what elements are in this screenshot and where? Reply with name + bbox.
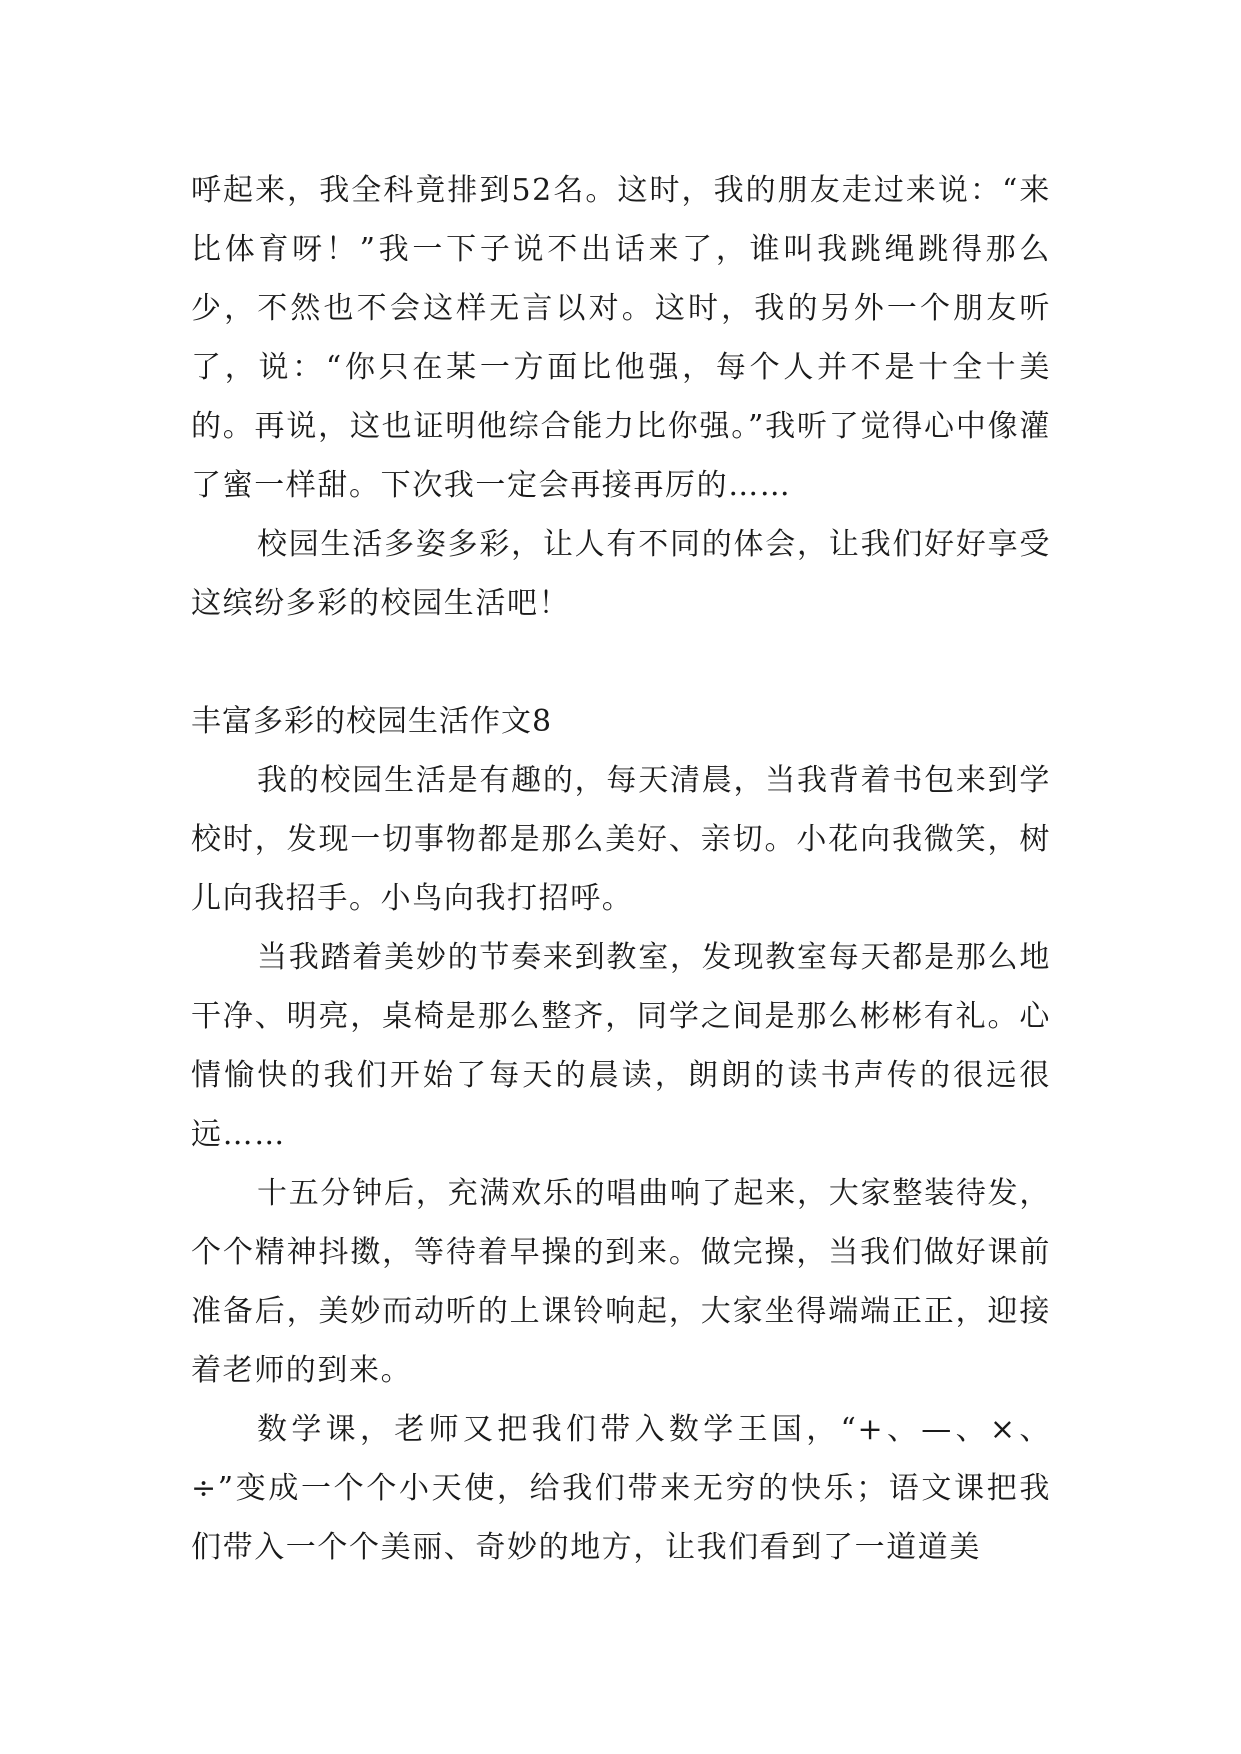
section-spacer xyxy=(191,633,1051,692)
paragraph-classroom: 当我踏着美妙的节奏来到教室，发现教室每天都是那么地干净、明亮，桌椅是那么整齐，同学之间是那么彬彬有礼。心情愉快的我们开始了每天的晨读，朗朗的读书声传的很远很远…… xyxy=(191,940,1051,1152)
paragraph-lessons: 数学课，老师又把我们带入数学王国，“+、—、×、÷”变成一个个小天使，给我们带来无穷的快乐；语文课把我们带入一个个美丽、奇妙的地方，让我们看到了一道道美 xyxy=(191,1412,1051,1565)
paragraph-exercise: 十五分钟后，充满欢乐的唱曲响了起来，大家整装待发，个个精神抖擞，等待着早操的到来。做完操，当我们做好课前准备后，美妙而动听的上课铃响起，大家坐得端端正正，迎接着老师的到来。 xyxy=(191,1176,1051,1388)
section-title: 丰富多彩的校园生活作文8 xyxy=(191,704,553,739)
paragraph-continuation: 呼起来，我全科竟排到52名。这时，我的朋友走过来说：“来比体育呀！”我一下子说不出话来了，谁叫我跳绳跳得那么少，不然也不会这样无言以对。这时，我的另外一个朋友听了，说：“你只在某一方面比他强，每个人并不是十全十美的。再说，这也证明他综合能力比你强。”我听了觉得心中像灌了蜜一样甜。下次我一定会再接再厉的…… xyxy=(191,173,1051,503)
paragraph-morning: 我的校园生活是有趣的，每天清晨，当我背着书包来到学校时，发现一切事物都是那么美好、亲切。小花向我微笑，树儿向我招手。小鸟向我打招呼。 xyxy=(191,763,1051,916)
document-body xyxy=(191,161,1051,1577)
paragraph-conclusion: 校园生活多姿多彩，让人有不同的体会，让我们好好享受这缤纷多彩的校园生活吧！ xyxy=(191,527,1051,621)
